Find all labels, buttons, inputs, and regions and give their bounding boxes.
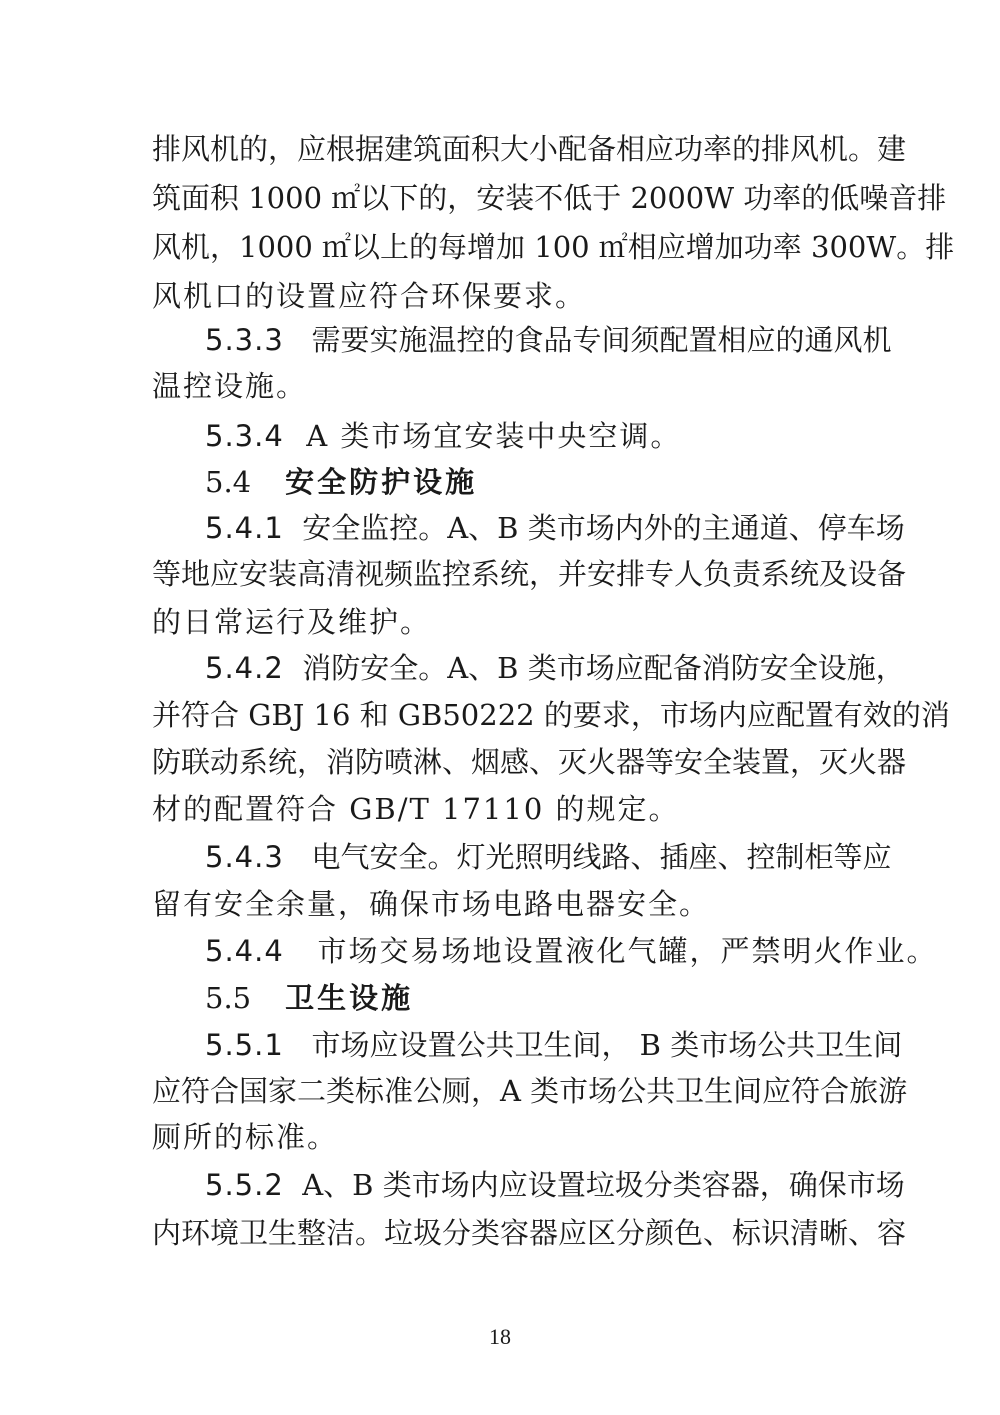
clause-5-4-2 [205,648,905,688]
body-line: 温控设施。 [152,369,308,403]
body-line: 筑面积 1000 ㎡以下的，安装不低于 2000W 功率的低噪音排 [152,181,947,215]
clause-number: 5.4.3 [205,840,284,874]
clause-text: A 类市场宜安装中央空调。 [306,419,682,453]
clause-text: 消防安全。A、B 类市场应配备消防安全设施， [302,651,905,685]
clause-5-3-3 [205,320,892,360]
section-title: 卫生设施 [285,981,414,1015]
clause-text: A、B 类市场内应设置垃圾分类容器，确保市场 [302,1168,905,1202]
section-heading-5-4 [205,462,477,502]
clause-number: 5.3.4 [205,419,284,453]
clause-number: 5.5.2 [205,1168,284,1202]
body-line: 材的配置符合 GB/T 17110 的规定。 [152,792,680,826]
body-line: 并符合 GBJ 16 和 GB50222 的要求，市场内应配置有效的消 [152,698,950,732]
clause-number: 5.3.3 [205,323,284,357]
clause-number: 5.5.1 [205,1028,284,1062]
body-line: 应符合国家二类标准公厕，A 类市场公共卫生间应符合旅游 [152,1074,908,1108]
clause-text: 市场应设置公共卫生间， B 类市场公共卫生间 [311,1028,903,1062]
clause-5-4-3 [205,837,892,877]
body-line: 的日常运行及维护。 [152,605,432,639]
body-line: 留有安全余量，确保市场电路电器安全。 [152,887,711,921]
clause-number: 5.4.1 [205,511,284,545]
body-line: 风机，1000 ㎡以上的每增加 100 ㎡相应增加功率 300W。排 [152,230,955,264]
body-line: 风机口的设置应符合环保要求。 [152,279,587,313]
clause-5-5-2 [205,1165,905,1205]
clause-text: 需要实施温控的食品专间须配置相应的通风机 [311,323,892,357]
body-line: 厕所的标准。 [152,1120,339,1154]
page-number: 18 [489,1324,511,1349]
clause-text: 市场交易场地设置液化气罐，严禁明火作业。 [317,934,938,968]
body-line: 内环境卫生整洁。垃圾分类容器应区分颜色、标识清晰、容 [152,1216,907,1250]
clause-number: 5.4.2 [205,651,284,685]
body-line: 等地应安装高清视频监控系统，并安排专人负责系统及设备 [152,557,907,591]
clause-text: 电气安全。灯光照明线路、插座、控制柜等应 [311,840,892,874]
body-line: 防联动系统，消防喷淋、烟感、灭火器等安全装置，灭火器 [152,745,907,779]
section-title: 安全防护设施 [285,465,478,499]
clause-5-4-1 [205,508,905,548]
clause-number: 5.4.4 [205,934,284,968]
section-number: 5.5 [205,981,252,1015]
body-line: 排风机的，应根据建筑面积大小配备相应功率的排风机。建 [152,132,907,166]
clause-5-3-4 [205,416,681,456]
section-heading-5-5 [205,978,413,1018]
section-number: 5.4 [205,465,252,499]
clause-5-4-4 [205,931,937,971]
clause-5-5-1 [205,1025,903,1065]
clause-text: 安全监控。A、B 类市场内外的主通道、停车场 [302,511,905,545]
